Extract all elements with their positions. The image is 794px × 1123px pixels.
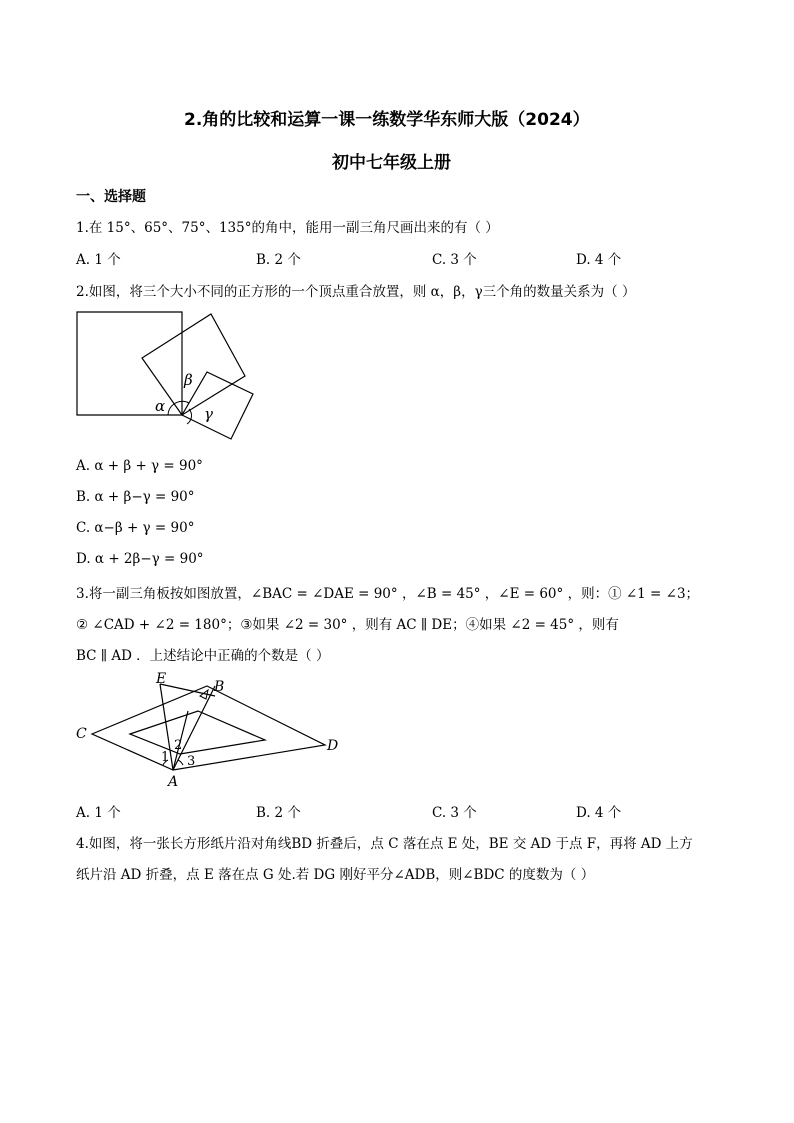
section-heading: 一、选择题 [76, 189, 146, 205]
label-alpha: α [155, 397, 166, 415]
label-3: 3 [187, 754, 196, 769]
question-2-option-d: D. α + 2β−γ = 90° [76, 551, 204, 567]
question-3-option-c: C. 3 个 [432, 805, 477, 821]
question-4-stem-line-1: 4.如图，将一张长方形纸片沿对角线BD 折叠后，点 C 落在点 E 处，BE 交 AD 于点 F，再将 AD 上方 [76, 836, 693, 852]
page-title: 2.角的比较和运算一课一练数学华东师大版（2024） [184, 110, 590, 130]
page-subtitle: 初中七年级上册 [332, 153, 451, 173]
alpha-arc [168, 404, 174, 415]
question-3-stem-line-3: BC ∥ AD ．上述结论中正确的个数是（ ） [76, 648, 330, 664]
question-2-stem: 2.如图，将三个大小不同的正方形的一个顶点重合放置，则 α，β，γ三个角的数量关系为（ ） [76, 284, 636, 300]
label-2: 2 [174, 738, 183, 753]
question-3-figure [70, 668, 360, 793]
large-square [77, 312, 182, 415]
label-beta: β [184, 371, 193, 389]
label-e: E [156, 671, 167, 687]
question-2-figure [70, 305, 270, 445]
question-3-option-b: B. 2 个 [256, 805, 301, 821]
question-3-stem-line-1: 3.将一副三角板按如图放置，∠BAC = ∠DAE = 90° ，∠B = 45° ，∠E = 60° ，则：① ∠1 = ∠3； [76, 586, 700, 602]
question-1-stem: 1.在 15°、65°、75°、135°的角中，能用一副三角尺画出来的有（ ） [76, 220, 499, 236]
small-triangle [200, 690, 208, 699]
label-gamma: γ [204, 405, 213, 423]
label-a: A [168, 774, 179, 790]
question-3-option-d: D. 4 个 [576, 805, 622, 821]
question-2-option-c: C. α−β + γ = 90° [76, 520, 195, 536]
angle-3-arc [178, 760, 183, 765]
label-b: B [214, 679, 225, 695]
question-2-option-a: A. α + β + γ = 90° [76, 458, 203, 474]
question-4-stem-line-2: 纸片沿 AD 折叠，点 E 落在点 G 处.若 DG 刚好平分∠ADB，则∠BDC 的度数为（ ） [76, 867, 595, 883]
question-1-option-b: B. 2 个 [256, 252, 301, 268]
label-d: D [327, 738, 339, 754]
question-1-option-a: A. 1 个 [76, 252, 121, 268]
inner-quadrilateral [130, 711, 265, 754]
question-2-option-b: B. α + β−γ = 90° [76, 489, 195, 505]
label-1: 1 [161, 750, 170, 765]
label-c: C [76, 726, 87, 742]
question-1-option-d: D. 4 个 [576, 252, 622, 268]
question-3-option-a: A. 1 个 [76, 805, 121, 821]
question-1-option-c: C. 3 个 [432, 252, 477, 268]
question-3-stem-line-2: ② ∠CAD + ∠2 = 180°；③如果 ∠2 = 30° ，则有 AC ∥ DE；④如果 ∠2 = 45° ，则有 [76, 617, 619, 633]
